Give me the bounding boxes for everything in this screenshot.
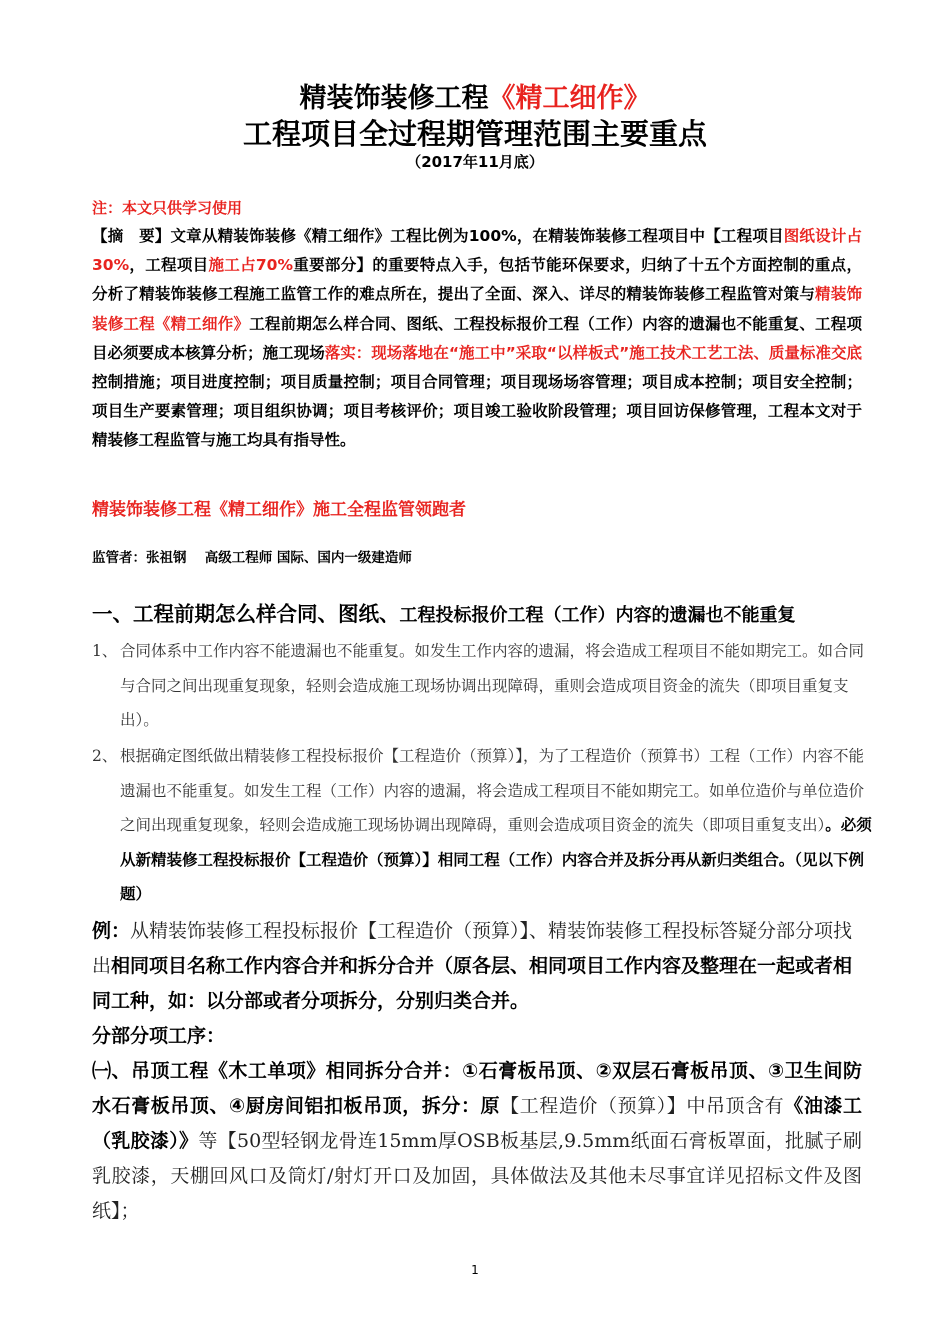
- paragraph-bold-1: ㈠、吊顶工程《木工单项》相同拆分合并：①石膏板吊顶、②双层石膏板吊顶、③卫生间防水石膏板吊顶、④厨房间铝扣板吊顶，拆分：原: [92, 1060, 862, 1117]
- study-note: 注：本文只供学习使用: [92, 199, 243, 217]
- abstract-highlight-4: 落实：现场落地在“施工中”采取“以样板式”施工技术工艺工法、质量标准交底: [324, 343, 862, 362]
- paragraph-regular-2: 等【50型轻钢龙骨连15mm厚OSB板基层,9.5mm纸面石膏板罩面，批腻子刷乳胶漆，天棚回风口及筒灯/射灯开口及加固，具体做法及其他未尽事宜详见招标文件及图纸】；: [92, 1130, 862, 1222]
- list-item-text: 根据确定图纸做出精装修工程投标报价【工程造价（预算）】，为了工程造价（预算书）工程（工作）内容不能遗漏也不能重复。如发生工程（工作）内容的遗漏，将会造成工程项目不能如期完工。如单位造价与单位造价之间出现重复现象，轻则会造成施工现场协调出现障碍，重则会造成项目资金的流失（即项目重复支出）: [120, 747, 865, 834]
- list-item-number: 1、: [92, 642, 118, 660]
- example-text-regular: 从精装饰装修工程投标报价【工程造价（预算）】、精装饰装修工程投标答疑分部分项找出: [92, 920, 853, 977]
- paragraph-bold-2: 《油漆工（乳胶漆）》: [92, 1095, 862, 1152]
- section-heading: [92, 598, 796, 632]
- document-date: （2017年11月底）: [406, 153, 544, 171]
- abstract-text-4: 工程前期怎么样合同、图纸、工程投标报价工程（工作）内容的遗漏也不能重复、工程项目必须要成本核算分析；施工现场: [92, 314, 862, 362]
- title-main-text: 精装饰装修工程: [299, 83, 489, 114]
- list-item-bold-text: 。必须从新精装修工程投标报价【工程造价（预算）】相同工程（工作）内容合并及拆分再从新归类组合。（见以下例题）: [120, 816, 872, 903]
- subsection-heading: 分部分项工序：: [92, 1025, 226, 1047]
- abstract-text-2: ，工程项目: [129, 256, 209, 275]
- abstract-text-3: 重要部分】的重要特点入手，包括节能环保要求，归纳了十五个方面控制的重点，分析了精装饰装修工程施工监管工作的难点所在，提出了全面、深入、详尽的精装饰装修工程监管对策与: [92, 256, 862, 304]
- abstract-text-5: 控制措施；项目进度控制；项目质量控制；项目合同管理；项目现场场容管理；项目成本控制；项目安全控制；项目生产要素管理；项目组织协调；项目考核评价；项目竣工验收阶段管理；项目回访保修管理，工程本文对于精装修工程监管与施工均具有指导性。: [92, 373, 862, 450]
- paragraph-regular-1: 【工程造价（预算）】中吊顶含有: [500, 1095, 785, 1117]
- list-item-text: 合同体系中工作内容不能遗漏也不能重复。如发生工作内容的遗漏，将会造成工程项目不能如期完工。如合同与合同之间出现重复现象，轻则会造成施工现场协调出现障碍，重则会造成项目资金的流失（即项目重复支出）。: [120, 642, 865, 729]
- abstract-paragraph: [92, 222, 862, 456]
- example-paragraph: [92, 914, 862, 1019]
- page-number: 1: [471, 1263, 479, 1277]
- ceiling-paragraph: [92, 1054, 862, 1229]
- list-item: [92, 739, 872, 912]
- list-item-number: 2、: [92, 747, 118, 765]
- supervisor-line: 监管者：张祖钢 高级工程师 国际、国内一级建造师: [92, 550, 412, 566]
- section-heading-rest: 工程投标报价工程（工作）内容的遗漏也不能重复: [399, 605, 796, 626]
- abstract-highlight-2: 施工占70%: [208, 256, 293, 275]
- title-highlight-text: 《精工细作》: [488, 83, 651, 114]
- example-text-bold: 相同项目名称工作内容合并和拆分合并（原各层、相同项目工作内容及整理在一起或者相同工种，如：以分部或者分项拆分，分别归类合并。: [92, 955, 853, 1012]
- abstract-highlight-1: 图纸设计占30%: [92, 227, 862, 275]
- abstract-text-1: 【摘 要】文章从精装饰装修《精工细作》工程比例为100%，在精装饰装修工程项目中【工程项目: [92, 227, 784, 245]
- list-item: [92, 634, 872, 738]
- section-heading-main: 一、工程前期怎么样合同、图纸、: [92, 602, 400, 626]
- abstract-highlight-3: 精装饰装修工程《精工细作》: [92, 285, 862, 333]
- list-item-text-wrapper: [120, 739, 872, 912]
- document-title-line2: 工程项目全过程期管理范围主要重点: [242, 117, 707, 151]
- document-title-line1: [0, 82, 950, 116]
- example-label: 例：: [92, 920, 131, 942]
- slogan-heading: 精装饰装修工程《精工细作》施工全程监管领跑者: [92, 500, 466, 520]
